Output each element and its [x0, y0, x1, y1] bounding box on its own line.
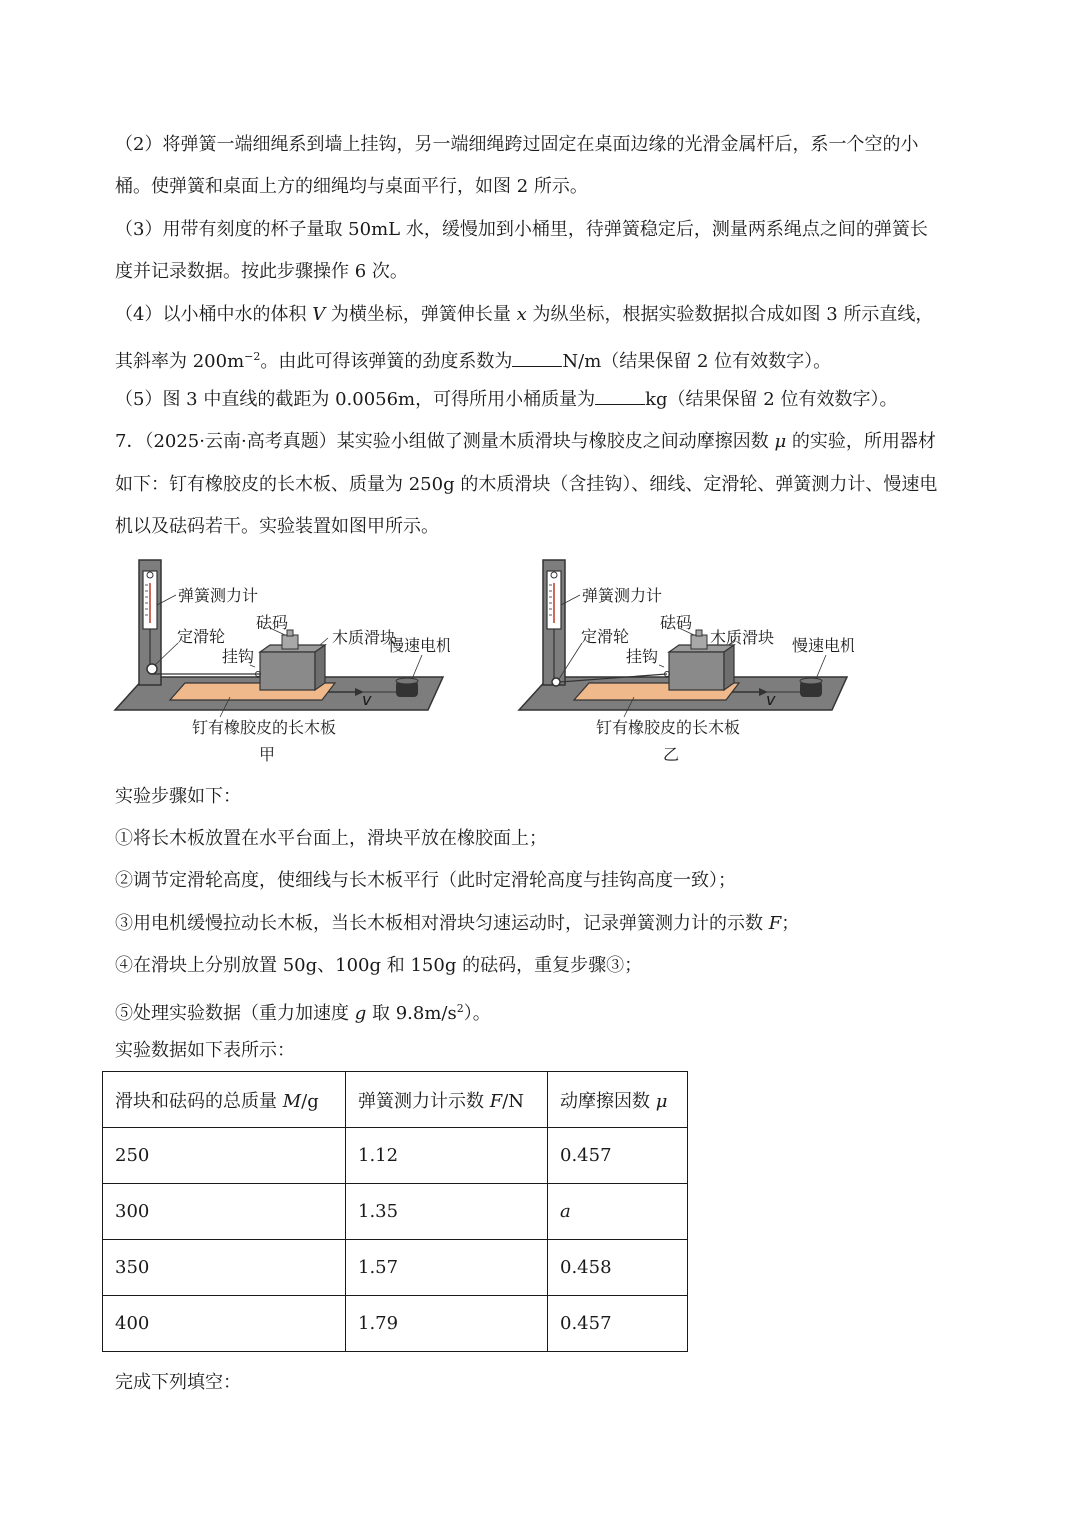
step-5: [115, 995, 975, 1028]
motor-top: [800, 678, 822, 684]
var-a: a: [560, 1201, 571, 1222]
para-4-line2: [115, 343, 975, 376]
text-span: （4）以小桶中水的体积: [115, 304, 313, 325]
text-span: ）。: [463, 1003, 491, 1024]
header-mass: [103, 1072, 346, 1128]
text-span: 弹簧测力计示数: [358, 1090, 490, 1112]
weight-icon: [282, 635, 298, 649]
cell-mu: [548, 1184, 688, 1240]
text-span: ⑤处理实验数据（重力加速度: [115, 1003, 355, 1024]
figure-caption: 甲: [259, 745, 276, 764]
label-weight: 砝码: [660, 613, 693, 632]
text-span: 取 9.8m/s: [366, 1003, 457, 1024]
final-instruction: 完成下列填空：: [115, 1372, 241, 1393]
text-span: ③用电机缓慢拉动长木板，当长木板相对滑块匀速运动时，记录弹簧测力计的示数: [115, 913, 769, 934]
label-motor: 慢速电机: [388, 636, 450, 655]
block-side: [724, 645, 734, 690]
table-row: [103, 1296, 688, 1352]
var-V: V: [312, 304, 326, 325]
step-4: ④在滑块上分别放置 50g、100g 和 150g 的砝码，重复步骤③；: [115, 955, 643, 976]
figure-yi: [514, 555, 854, 774]
text-span: kg（结果保留 2 位有效数字）。: [645, 389, 898, 410]
cell-force: 1.12: [346, 1128, 548, 1184]
var-g: g: [354, 1003, 367, 1024]
table-row: [103, 1128, 688, 1184]
label-motor: 慢速电机: [792, 636, 854, 655]
text-span: N/m（结果保留 2 位有效数字）。: [562, 351, 832, 372]
cell-force: 1.35: [346, 1184, 548, 1240]
text-span: /g: [301, 1090, 319, 1112]
cell-mass: 350: [103, 1240, 346, 1296]
pulley-icon: [552, 678, 560, 686]
para-4-line1: [115, 301, 975, 329]
label-weight: 砝码: [256, 613, 289, 632]
text-span: 。由此可得该弹簧的劲度系数为: [260, 351, 513, 372]
figure-caption: 乙: [663, 745, 680, 764]
label-block: 木质滑块: [710, 628, 775, 647]
answer-blank: [595, 386, 645, 405]
label-pulley: 定滑轮: [177, 627, 226, 646]
text-span: 为横坐标，弹簧伸长量: [325, 304, 517, 325]
steps-title: 实验步骤如下：: [115, 786, 241, 807]
text-span: 的实验，所用器材: [786, 431, 936, 452]
var-M: M: [282, 1090, 302, 1112]
velocity-label: v: [362, 690, 372, 709]
question-7-line3: 机以及砝码若干。实验装置如图甲所示。: [115, 516, 439, 537]
header-force: [346, 1072, 548, 1128]
text-span: 其斜率为 200m: [115, 351, 245, 372]
label-hook: 挂钩: [222, 647, 255, 666]
table-row: [103, 1184, 688, 1240]
block-side: [315, 645, 325, 690]
text-span: /N: [502, 1090, 525, 1112]
wooden-block: [260, 652, 315, 690]
label-pulley: 定滑轮: [581, 627, 630, 646]
para-2-line2: 桶。使弹簧和桌面上方的细绳均与桌面平行，如图 2 所示。: [115, 176, 588, 197]
label-spring-scale: 弹簧测力计: [582, 586, 663, 605]
label-board: 钉有橡胶皮的长木板: [192, 718, 337, 737]
answer-blank: [512, 348, 562, 367]
text-span: 动摩擦因数: [560, 1090, 656, 1112]
figure-jia: [110, 555, 450, 774]
question-7-line2: 如下：钉有橡胶皮的长木板、质量为 250g 的木质滑块（含挂钩）、细线、定滑轮、弹簧测力计、慢速电: [115, 474, 938, 495]
table-header-row: [103, 1072, 688, 1128]
data-table: [102, 1071, 688, 1352]
para-2-line1: （2）将弹簧一端细绳系到墙上挂钩，另一端细绳跨过固定在桌面边缘的光滑金属杆后，系一个空的小: [115, 134, 919, 155]
figure-jia-svg: [110, 555, 450, 770]
cell-force: 1.79: [346, 1296, 548, 1352]
weight-icon: [691, 635, 707, 649]
label-board: 钉有橡胶皮的长木板: [596, 718, 741, 737]
weight-knob: [696, 630, 702, 636]
label-spring-scale: 弹簧测力计: [178, 586, 259, 605]
question-7-line1: [115, 428, 975, 456]
table-intro: 实验数据如下表所示：: [115, 1040, 295, 1061]
figure-yi-svg: [514, 555, 854, 770]
text-span: （5）图 3 中直线的截距为 0.0056m，可得所用小桶质量为: [115, 389, 596, 410]
table-row: [103, 1240, 688, 1296]
cell-mass: 300: [103, 1184, 346, 1240]
step-1: ①将长木板放置在水平台面上，滑块平放在橡胶面上；: [115, 828, 547, 849]
label-hook: 挂钩: [626, 647, 659, 666]
text-span: 为纵坐标，根据实验数据拟合成如图 3 所示直线，: [526, 304, 934, 325]
cell-mu: 0.458: [548, 1240, 688, 1296]
motor-top: [396, 678, 418, 684]
wooden-block: [669, 652, 724, 690]
var-F: F: [489, 1090, 503, 1112]
text-span: ；: [781, 913, 800, 934]
var-x: x: [516, 304, 527, 325]
para-5: [115, 386, 975, 414]
text-span: 滑块和砝码的总质量: [115, 1090, 283, 1112]
var-mu: μ: [774, 431, 787, 452]
cell-mu: 0.457: [548, 1128, 688, 1184]
pulley-icon: [147, 664, 157, 674]
var-mu: μ: [655, 1090, 668, 1112]
cell-mass: 250: [103, 1128, 346, 1184]
para-3-line2: 度并记录数据。按此步骤操作 6 次。: [115, 261, 408, 282]
step-2: ②调节定滑轮高度，使细线与长木板平行（此时定滑轮高度与挂钩高度一致）；: [115, 870, 736, 891]
label-block: 木质滑块: [332, 628, 397, 647]
para-3-line1: （3）用带有刻度的杯子量取 50mL 水，缓慢加到小桶里，待弹簧稳定后，测量两系绳点之间的弹簧长: [115, 219, 928, 240]
velocity-label: v: [766, 690, 776, 709]
cell-force: 1.57: [346, 1240, 548, 1296]
cell-mu: 0.457: [548, 1296, 688, 1352]
var-F: F: [768, 913, 782, 934]
text-span: 7．（2025·云南·高考真题）某实验小组做了测量木质滑块与橡胶皮之间动摩擦因数: [115, 431, 775, 452]
step-3: [115, 910, 975, 938]
cell-mass: 400: [103, 1296, 346, 1352]
superscript: −2: [244, 350, 261, 363]
header-mu: [548, 1072, 688, 1128]
superscript: 2: [456, 1002, 464, 1015]
